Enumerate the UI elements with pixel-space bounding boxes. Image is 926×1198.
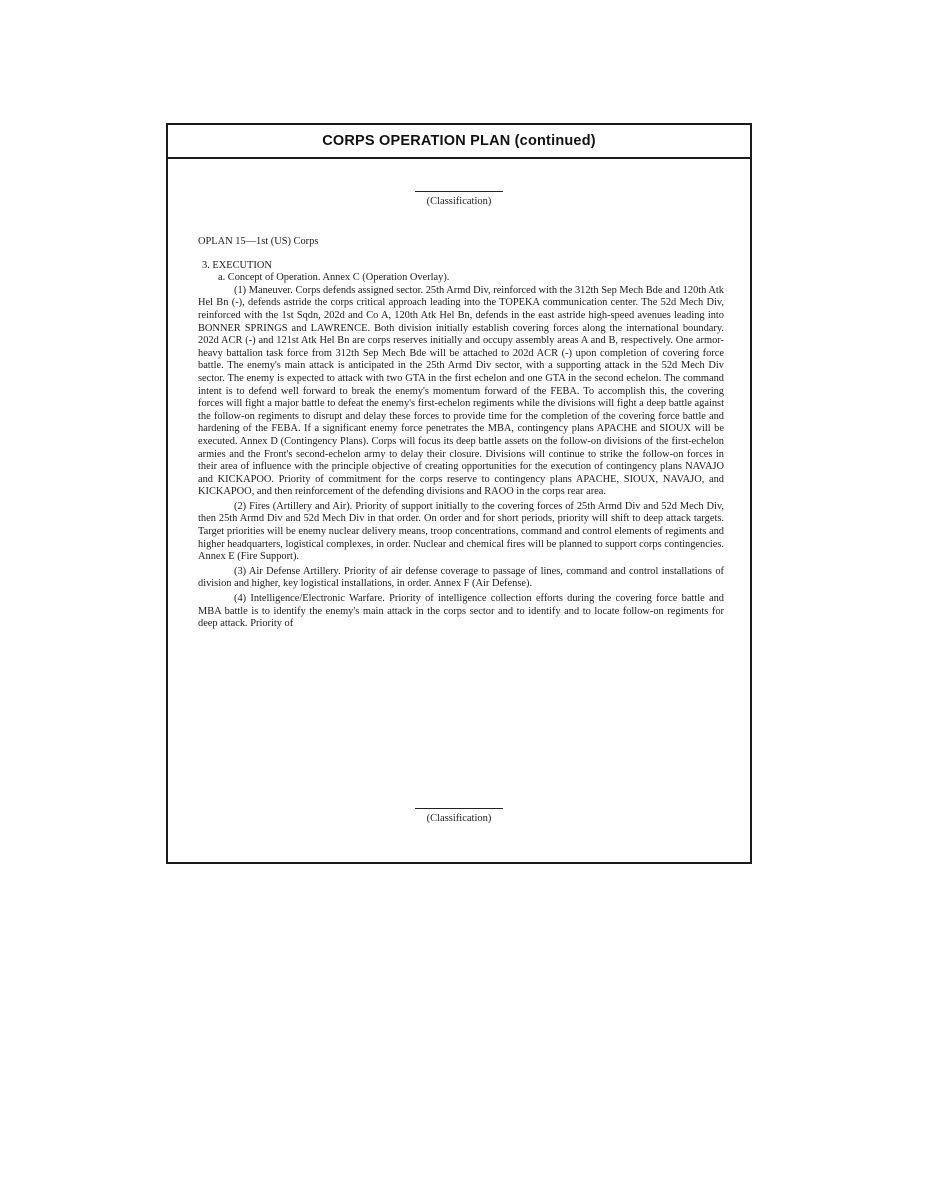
header-bar [168,125,750,159]
classification-bottom-label: (Classification) [426,813,492,824]
oplan-line: OPLAN 15—1st (US) Corps [198,236,319,247]
section-heading: 3. EXECUTION [202,259,272,271]
paragraph-intelligence: (4) Intelligence/Electronic Warfare. Priority of intelligence collection efforts during the covering force battle and MBA battle is to identify the enemy's main attack in the corps sector and to identify and to locate follow-on regiments for deep attack. Priority of [198,593,724,630]
classification-top [168,191,750,207]
paragraph-maneuver: (1) Maneuver. Corps defends assigned sector. 25th Armd Div, reinforced with the 312th Sep Mech Bde and 120th Atk Hel Bn (-), defends astride the corps critical approach leading into the TOPEKA communication center. The 52d Mech Div, reinforced with the 1st Sqdn, 202d and Co A, 120th Atk Hel Bn, defends in the east astride high-speed avenues leading into BONNER SPRINGS and LAWRENCE. Both division initially establish covering forces along the international boundary. 202d ACR (-) and 121st Atk Hel Bn are corps reserves initially and occupy assembly areas A and B, respectively. One armor-heavy battalion task force from 312th Sep Mech Bde will be attached to 202d ACR (-) upon completion of covering force battle. The enemy's main attack is anticipated in the 25th Armd Div sector, with a supporting attack in the 52d Mech Div sector. The enemy is expected to attack with two GTA in the first echelon and one GTA in the second echelon. The command intent is to defend well forward to break the enemy's momentum forward of the FEBA. To accomplish this, the covering forces will fight a major battle to defeat the enemy's first-echelon regiments while the divisions will fight a deep battle against the follow-on regiments to disrupt and delay these forces to provide time for the completion of the covering force battle and hardening of the FEBA. If a significant enemy force penetrates the MBA, contingency plans APACHE and SIOUX will be executed. Annex D (Contingency Plans). Corps will focus its deep battle assets on the follow-on divisions of the first-echelon armies and the Front's second-echelon army to delay their closure. Divisions will continue to strike the follow-on forces in their area of influence with the principle objective of creating opportunities for the execution of contingency plans NAVAJO and KICKAPOO. Priority of commitment for the corps reserve to contingency plans APACHE, SIOUX, NAVAJO, and KICKAPOO, and then reinforcement of the defending divisions and RAOO in the corps rear area. [198,284,724,498]
subsection-heading: a. Concept of Operation. Annex C (Operation Overlay). [218,272,450,284]
paragraph-fires: (2) Fires (Artillery and Air). Priority of support initially to the covering forces of 25th Armd Div and 52d Mech Div, then 25th Armd Div and 52d Mech Div in that order. On order and for short periods, priority will shift to deep attack targets. Target priorities will be enemy nuclear delivery means, troop concentrations, command and control elements of regiments and higher headquarters, logistical complexes, in order. Nuclear and chemical fires will be planned to support corps contingencies. Annex E (Fire Support). [198,500,724,563]
classification-top-rule [415,191,503,192]
classification-bottom-rule [415,808,503,809]
page-title: CORPS OPERATION PLAN (continued) [322,133,596,149]
document-frame [166,123,752,864]
document-body [198,236,724,632]
classification-bottom [168,808,750,824]
paragraph-air-defense: (3) Air Defense Artillery. Priority of air defense coverage to passage of lines, command and control installations of division and higher, key logistical installations, in order. Annex F (Air Defense). [198,565,724,590]
classification-top-label: (Classification) [426,196,492,207]
